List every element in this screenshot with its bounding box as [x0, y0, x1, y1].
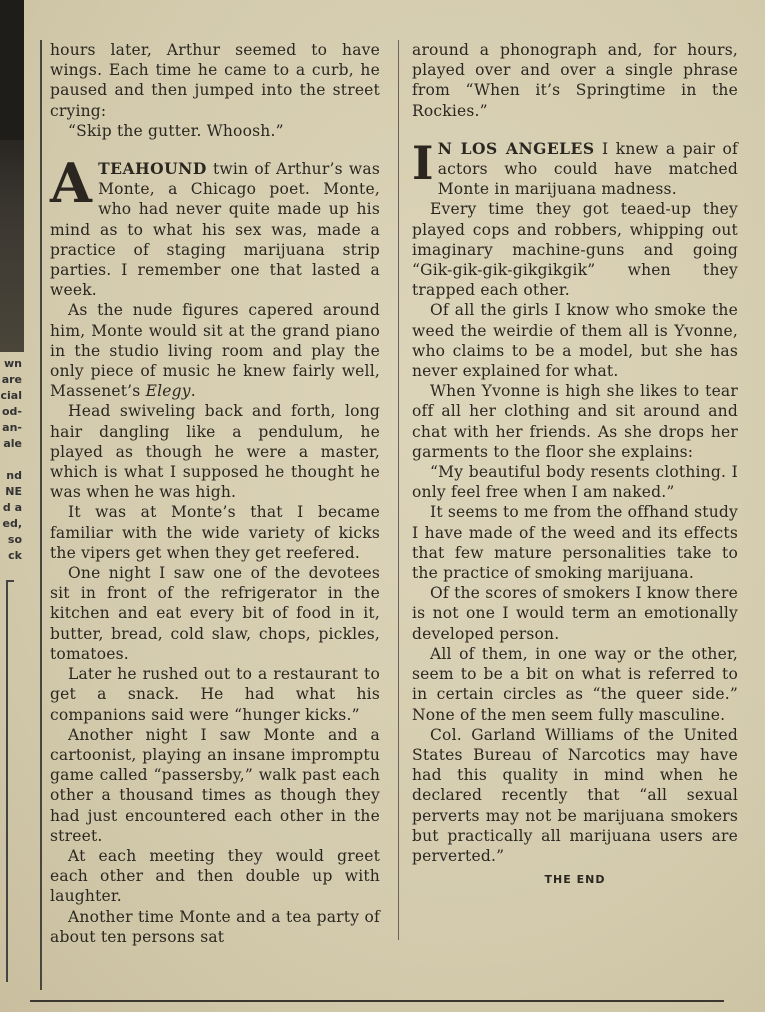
- paragraph: Later he rushed out to a restaurant to get a snack. He had what his companions said were “hunger kicks.”: [50, 665, 380, 724]
- fragment-line: wn: [4, 357, 22, 370]
- article-column-1: [50, 40, 380, 947]
- punctuation: .: [190, 382, 196, 401]
- quote: “Skip the gutter. Whoosh.”: [68, 121, 284, 140]
- paragraph: Another time Monte and a tea party of about ten persons sat: [50, 907, 380, 946]
- fragment-line: nd: [6, 469, 22, 482]
- fragment-line: [0, 452, 22, 468]
- paragraph: It was at Monte’s that I became familiar with the wide variety of kicks the vipers get when they get reefered.: [50, 503, 380, 562]
- paragraph: Of all the girls I know who smoke the weed the weirdie of them all is Yvonne, who claims to be a model, but she has never explained for what.: [412, 301, 738, 381]
- paragraph-text: I knew a pair of actors who could have matched Monte in marijuana madness.: [437, 139, 738, 199]
- paragraph: One night I saw one of the devotees sit in front of the refrigerator in the kitchen and eat every bit of food in it, butter, bread, cold slaw, chops, pickles, tomatoes.: [50, 564, 380, 663]
- italic-title: Elegy: [145, 382, 191, 401]
- lead-caps: N LOS ANGELES: [437, 138, 595, 158]
- fragment-line: ale: [3, 437, 22, 450]
- column-rule-middle: [398, 40, 399, 940]
- paragraph: It seems to me from the offhand study I have made of the weed and its effects that few mature personalities take to the practice of smoking marijuana.: [412, 503, 738, 583]
- photo-edge-image: [0, 0, 24, 352]
- column-bracket-decoration: [6, 580, 14, 982]
- paragraph: Head swiveling back and forth, long hair dangling like a pendulum, he played as though he were a master, which is what I supposed he thought he was when he was high.: [50, 402, 380, 502]
- paragraph-text: twin of Arthur’s was Monte, a Chicago poet. Monte, who had never quite made up his mind as to what his sex was, made a practice of staging marijuana strip parties. I remember one that lasted a week.: [50, 160, 380, 300]
- quote: “My beautiful body resents clothing. I only feel free when I am naked.”: [412, 463, 738, 502]
- section-los-angeles: [412, 135, 738, 200]
- left-column-fragment: [0, 356, 22, 564]
- lead-caps: TEAHOUND: [98, 159, 207, 179]
- paragraph-text: As the nude figures capered around him, Monte would sit at the grand piano in the studio living room and play the only piece of music he knew fairly well, Massenet’s: [50, 301, 380, 401]
- paragraph: hours later, Arthur seemed to have wings. Each time he came to a curb, he paused and then jumped into the street crying:: [50, 41, 380, 120]
- drop-cap: I: [412, 135, 434, 190]
- paragraph: around a phonograph and, for hours, played over and over a single phrase from “When it’s Springtime in the Rockies.”: [412, 41, 738, 120]
- section-teahound: [50, 151, 380, 300]
- fragment-line: an-: [2, 421, 22, 434]
- paragraph: Another night I saw Monte and a cartoonist, playing an insane impromptu game called “passersby,” walk past each other a thousand times as though they had just encountered each other in the street.: [50, 725, 380, 845]
- fragment-line: so: [7, 533, 22, 546]
- paragraph: Of the scores of smokers I know there is not one I would term an emotionally developed person.: [412, 584, 738, 643]
- paragraph: Col. Garland Williams of the United States Bureau of Narcotics may have had this quality in mind when he declared recently that “all sexual perverts may not be marijuana smokers but practically all marijuana users are perverted.”: [412, 725, 738, 865]
- the-end-marker: THE END: [544, 873, 606, 887]
- column-rule-left: [40, 40, 42, 990]
- fragment-line: cial: [0, 389, 22, 402]
- paragraph: At each meeting they would greet each other and then double up with laughter.: [50, 846, 380, 906]
- article-column-2: [412, 40, 738, 890]
- fragment-line: od-: [2, 405, 22, 418]
- bottom-rule: [30, 1000, 724, 1002]
- drop-cap: A: [50, 151, 93, 216]
- paragraph: [50, 151, 380, 300]
- paragraph: All of them, in one way or the other, seem to be a bit on what is referred to in certain circles as “the queer side.” None of the men seem fully masculine.: [412, 644, 738, 724]
- paragraph: Every time they got teaed-up they played cops and robbers, whipping out imaginary machine-guns and going “Gik-gik-gik-gikgikgik” when they trapped each other.: [412, 200, 738, 300]
- fragment-line: ck: [8, 549, 22, 562]
- paragraph: When Yvonne is high she likes to tear off all her clothing and sit around and chat with her friends. As she drops her garments to the floor she explains:: [412, 382, 738, 461]
- fragment-line: ed,: [2, 517, 22, 530]
- fragment-line: d a: [2, 501, 22, 514]
- fragment-line: NE: [5, 485, 22, 498]
- paragraph: [412, 135, 738, 200]
- fragment-line: are: [1, 373, 22, 386]
- paragraph: [50, 300, 380, 401]
